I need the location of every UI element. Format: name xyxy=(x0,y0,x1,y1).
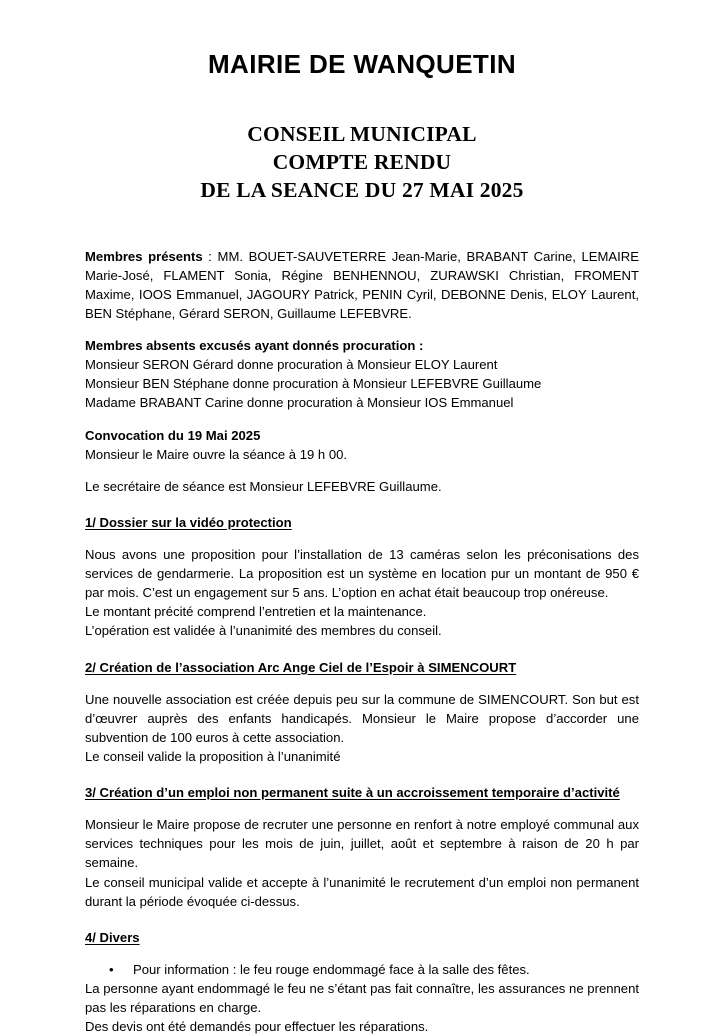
proxy-line-3: Madame BRABANT Carine donne procuration à Monsieur IOS Emmanuel xyxy=(85,395,514,411)
document-subtitle xyxy=(85,80,639,205)
subtitle-line-3: DE LA SEANCE DU 27 MAI 2025 xyxy=(200,177,524,202)
section-4-paragraph-1: La personne ayant endommagé le feu ne s’étant pas fait connaître, les assurances ne prennent pas les réparations en charge. xyxy=(85,980,639,1016)
page-title: MAIRIE DE WANQUETIN xyxy=(207,49,517,79)
section-2-heading: 2/ Création de l’association Arc Ange Ciel de l’Espoir à SIMENCOURT xyxy=(85,659,517,675)
convocation-label: Convocation du 19 Mai 2025 xyxy=(85,427,261,443)
subtitle-line-2: COMPTE RENDU xyxy=(272,149,452,174)
spacer xyxy=(85,947,639,960)
proxy-label: Membres absents excusés ayant donnés procuration : xyxy=(85,338,424,354)
section-3-paragraph-2: Le conseil municipal valide et accepte à l’unanimité le recrutement d’un emploi non permanent durant la période évoquée ci-dessus. xyxy=(85,874,639,909)
bullet-point-icon: • xyxy=(109,961,114,977)
secretary-line: Le secrétaire de séance est Monsieur LEFEBVRE Guillaume. xyxy=(85,478,442,494)
spacer xyxy=(85,464,639,477)
section-2-paragraph-1: Une nouvelle association est créée depuis peu sur la commune de SIMENCOURT. Son but est d’œuvrer auprès des enfants handicapés. Monsieur le Maire propose d’accorder une subvention de 100 euros à cette association. xyxy=(85,691,639,745)
members-present-separator: : xyxy=(202,248,218,264)
section-4-paragraph-2: Des devis ont été demandés pour effectuer les réparations. xyxy=(85,1019,429,1035)
section-2-paragraph-2: Le conseil valide la proposition à l’unanimité xyxy=(85,749,341,764)
subtitle-line-1: CONSEIL MUNICIPAL xyxy=(247,121,477,146)
spacer xyxy=(85,677,639,690)
section-4-heading: 4/ Divers xyxy=(85,929,140,945)
opening-time-line: Monsieur le Maire ouvre la séance à 19 h 00. xyxy=(85,446,348,462)
section-3-paragraph-1: Monsieur le Maire propose de recruter une personne en renfort à notre employé communal aux services techniques pour les mois de juin, juillet, août et septembre à raison de 20 h par semaine. xyxy=(85,817,639,871)
spacer xyxy=(85,323,639,336)
list-item-label: Pour information : le feu rouge endommagé face à la salle des fêtes. xyxy=(133,961,530,977)
section-1-paragraph-2: Le montant précité comprend l’entretien et la maintenance. xyxy=(85,604,427,620)
members-present-paragraph xyxy=(85,205,639,323)
spacer xyxy=(85,413,639,426)
section-1-paragraph-3: L’opération est validée à l’unanimité des membres du conseil. xyxy=(85,623,442,639)
spacer xyxy=(85,641,639,658)
list-item xyxy=(85,960,639,979)
spacer xyxy=(85,766,639,783)
proxy-line-2: Monsieur BEN Stéphane donne procuration à Monsieur LEFEBVRE Guillaume xyxy=(85,376,542,392)
members-present-label: Membres présents xyxy=(85,248,203,264)
proxy-line-1: Monsieur SERON Gérard donne procuration à Monsieur ELOY Laurent xyxy=(85,357,498,373)
members-present-list: MM. BOUET-SAUVETERRE Jean-Marie, BRABANT Carine, LEMAIRE Marie-José, FLAMENT Sonia, Régine BENHENNOU, ZURAWSKI Christian, FROMENT Maxime, IOOS Emmanuel, JAGOURY Patrick, PENIN Cyril, DEBONNE Denis, ELOY Laurent, BEN Stéphane, Gérard SERON, Guillaume LEFEBVRE. xyxy=(85,248,639,322)
spacer xyxy=(85,911,639,928)
spacer xyxy=(85,496,639,513)
section-1-heading: 1/ Dossier sur la vidéo protection xyxy=(85,514,292,530)
document-body xyxy=(85,205,639,1036)
spacer xyxy=(85,532,639,545)
section-1-paragraph-1: Nous avons une proposition pour l’installation de 13 caméras selon les préconisations des services de gendarmerie. La proposition est un système en location pur un montant de 950 € par mois. C’est un engagement sur 5 ans. L’option en achat était beaucoup trop onéreuse. xyxy=(85,547,639,601)
section-3-heading: 3/ Création d’un emploi non permanent suite à un accroissement temporaire d’activité xyxy=(85,785,620,801)
spacer xyxy=(85,802,639,815)
